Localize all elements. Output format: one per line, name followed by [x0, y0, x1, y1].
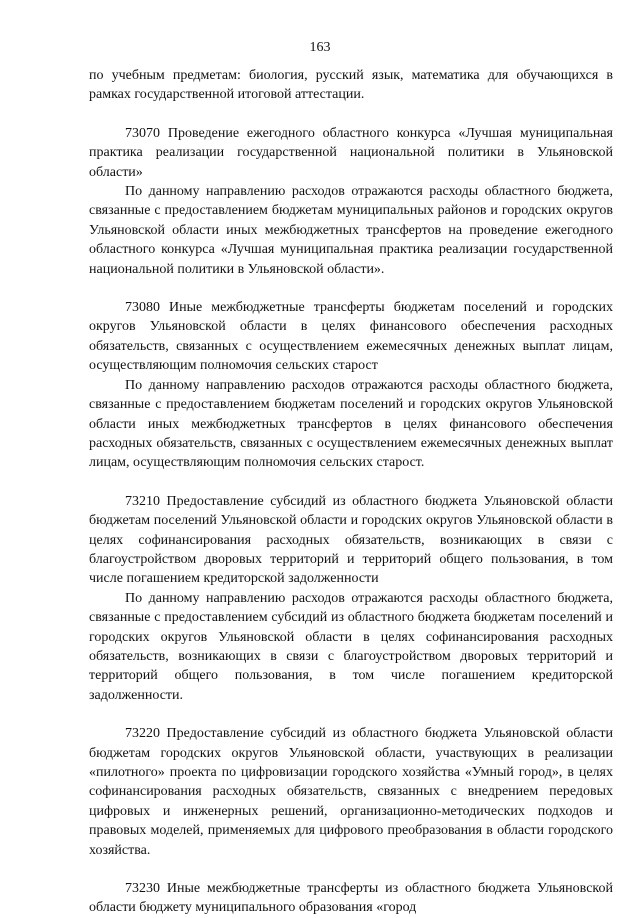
paragraph: По данному направлению расходов отражаются расходы областного бюджета, связанные с предоставлением субсидий из областного бюджета бюджетам поселений и городских округов Ульяновской области в целях софинансирования расходных обязательств, возникающих в связи с благоустройством дворовых территорий и территорий общего пользования, в том числе погашением кредиторской задолженности. [89, 590, 613, 703]
spacer [89, 279, 613, 298]
spacer [89, 705, 613, 724]
section-heading-73080: 73080 Иные межбюджетные трансферты бюджетам поселений и городских округов Ульяновской области в целях финансового обеспечения расходных обязательств, связанных с осуществлением ежемесячных денежных выплат лицам, осуществляющим полномочия сельских старост [89, 300, 613, 374]
spacer [89, 473, 613, 492]
document-body [89, 66, 613, 918]
section-heading-73220: 73220 Предоставление субсидий из областного бюджета Ульяновской области бюджетам городских округов Ульяновской области, участвующих в реализации «пилотного» проекта по цифровизации городского хозяйства «Умный город», в целях софинансирования расходных обязательств, связанных с внедрением передовых цифровых и инженерных решений, организационно-методических подходов и правовых моделей, применяемых для цифрового преобразования в области городского хозяйства. [89, 726, 613, 858]
section-heading-73230: 73230 Иные межбюджетные трансферты из областного бюджета Ульяновской области бюджету муниципального образования «город [89, 881, 613, 916]
paragraph: По данному направлению расходов отражаются расходы областного бюджета, связанные с предоставлением бюджетам муниципальных районов и городских округов Ульяновской области иных межбюджетных трансфертов на проведение ежегодного областного конкурса «Лучшая муниципальная практика реализации государственной национальной политики в Ульяновской области». [89, 184, 613, 277]
section-heading-73210: 73210 Предоставление субсидий из областного бюджета Ульяновской области бюджетам поселений Ульяновской области и городских округов Ульяновской области в целях софинансирования расходных обязательств, возникающих в связи с благоустройством дворовых территорий и территорий общего пользования, в том числе погашением кредиторской задолженности [89, 493, 613, 587]
spacer [89, 860, 613, 879]
section-heading-73070: 73070 Проведение ежегодного областного конкурса «Лучшая муниципальная практика реализации государственной национальной политики в Ульяновской области» [89, 125, 613, 180]
paragraph: по учебным предметам: биология, русский язык, математика для обучающихся в рамках государственной итоговой аттестации. [89, 68, 613, 103]
paragraph: По данному направлению расходов отражаются расходы областного бюджета, связанные с предоставлением бюджетам поселений и городских округов Ульяновской области иных межбюджетных трансфертов в целях финансового обеспечения расходных обязательств, связанных с осуществлением ежемесячных денежных выплат лицам, осуществляющим полномочия сельских старост. [89, 377, 613, 471]
spacer [89, 105, 613, 124]
page-number: 163 [309, 40, 331, 55]
